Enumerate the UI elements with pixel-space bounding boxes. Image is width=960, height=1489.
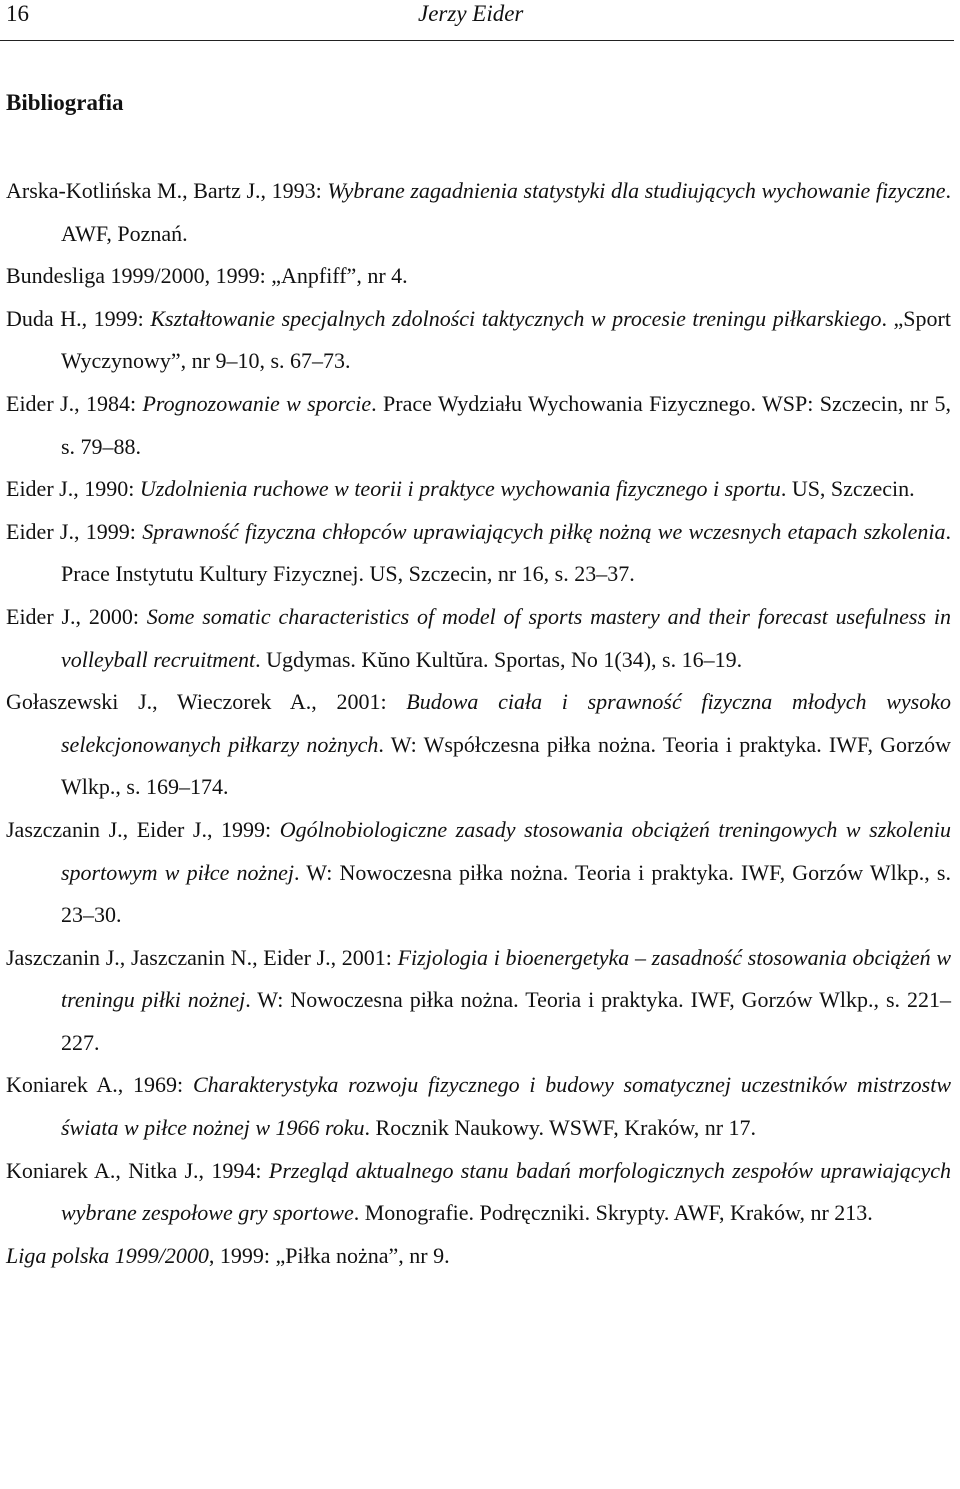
entry-source: . W: Nowoczesna piłka nożna. Teoria i praktyka. IWF, Gorzów Wlkp., s. 221–227. [61,987,951,1055]
entry-authors: Jaszczanin J., Jaszczanin N., Eider J., 2001: [6,944,398,970]
entry-source: . W: Współczesna piłka nożna. Teoria i praktyka. IWF, Gorzów Wlkp., s. 169–174. [61,731,952,800]
entry-source: . Ugdymas. Kŭno Kultŭra. Sportas, No 1(34), s. 16–19. [255,646,743,672]
entry-title: Liga polska 1999/2000 [6,1242,209,1268]
bibliography-entry [6,511,951,596]
entry-title: Przegląd aktualnego stanu badań morfologicznych zespołów uprawiających wybrane zespołowe gry sportowe [61,1157,951,1226]
bibliography-entry [6,255,951,298]
entry-source: . Rocznik Naukowy. WSWF, Kraków, nr 17. [364,1115,757,1141]
entry-title: Kształtowanie specjalnych zdolności taktycznych w procesie treningu piłkarskiego [150,305,882,331]
bibliography-entry [6,937,951,1065]
entry-source: . Prace Wydziału Wychowania Fizycznego. WSP: Szczecin, nr 5, s. 79–88. [61,390,951,459]
entry-source: . W: Nowoczesna piłka nożna. Teoria i praktyka. IWF, Gorzów Wlkp., s. 23–30. [61,859,951,928]
entry-title: Wybrane zagadnienia statystyki dla studiujących wychowanie fizyczne [327,178,946,203]
entry-authors: Eider J., 1990: [6,476,140,502]
entry-source: . Prace Instytutu Kultury Fizycznej. US, Szczecin, nr 16, s. 23–37. [61,518,951,587]
entry-authors: Duda H., 1999: [6,305,151,331]
entry-title: Sprawność fizyczna chłopców uprawiających piłkę nożną we wczesnych etapach szkolenia [142,518,946,544]
entry-authors: Gołaszewski J., Wieczorek A., 2001: [6,689,407,715]
entry-authors: Koniarek A., 1969: [6,1072,193,1098]
entry-title: Charakterystyka rozwoju fizycznego i budowy somatycznej uczestników mistrzostw świata w piłce nożnej w 1966 roku [61,1072,951,1141]
entry-title: Prognozowanie w sporcie [142,390,372,416]
entry-title: Uzdolnienia ruchowe w teorii i praktyce wychowania fizycznego i sportu [139,476,781,502]
bibliography-entry [6,383,951,468]
entry-source: . Monografie. Podręczniki. Skrypty. AWF, Kraków, nr 213. [353,1200,873,1226]
bibliography-entry [6,1150,951,1235]
entry-source: . AWF, Poznań. [61,178,952,246]
entry-authors: Eider J., 1999: [6,518,143,544]
entry-authors: Arska-Kotlińska M., Bartz J., 1993: [6,178,328,203]
entry-title: Fizjologia i bioenergetyka – zasadność stosowania obciążeń w treningu piłki nożnej [61,944,951,1013]
entry-authors: Koniarek A., Nitka J., 1994: [6,1157,269,1183]
bibliography-list [6,170,951,1277]
page-header [0,0,954,41]
entry-source: . „Sport Wyczynowy”, nr 9–10, s. 67–73. [61,305,951,374]
bibliography-entry [6,1235,951,1278]
section-title: Bibliografia [6,90,124,115]
bibliography-entry [6,468,951,511]
bibliography-entry [6,1064,951,1149]
entry-authors: Eider J., 1984: [6,390,143,416]
page-number: 16 [6,1,29,26]
bibliography-entry [6,596,951,681]
running-head: Jerzy Eider [418,1,524,26]
entry-title: Budowa ciała i sprawność fizyczna młodych wysoko selekcjonowanych piłkarzy nożnych [61,689,951,757]
entry-source: . US, Szczecin. [780,476,915,502]
entry-authors: Eider J., 2000: [6,603,147,629]
entry-authors: Jaszczanin J., Eider J., 1999: [6,816,280,842]
entry-title: Some somatic characteristics of model of sports mastery and their forecast usefulness in volleyball recruitment [61,603,951,672]
entry-source: , 1999: „Piłka nożna”, nr 9. [208,1242,450,1268]
bibliography-entry [6,681,951,809]
bibliography-entry [6,809,951,937]
entry-title: Ogólnobiologiczne zasady stosowania obciążeń treningowych w szkoleniu sportowym w piłce nożnej [61,816,952,885]
bibliography-entry [6,170,951,255]
bibliography-entry [6,298,951,383]
entry-authors: Bundesliga 1999/2000, 1999: „Anpfiff”, nr 4. [6,263,408,289]
